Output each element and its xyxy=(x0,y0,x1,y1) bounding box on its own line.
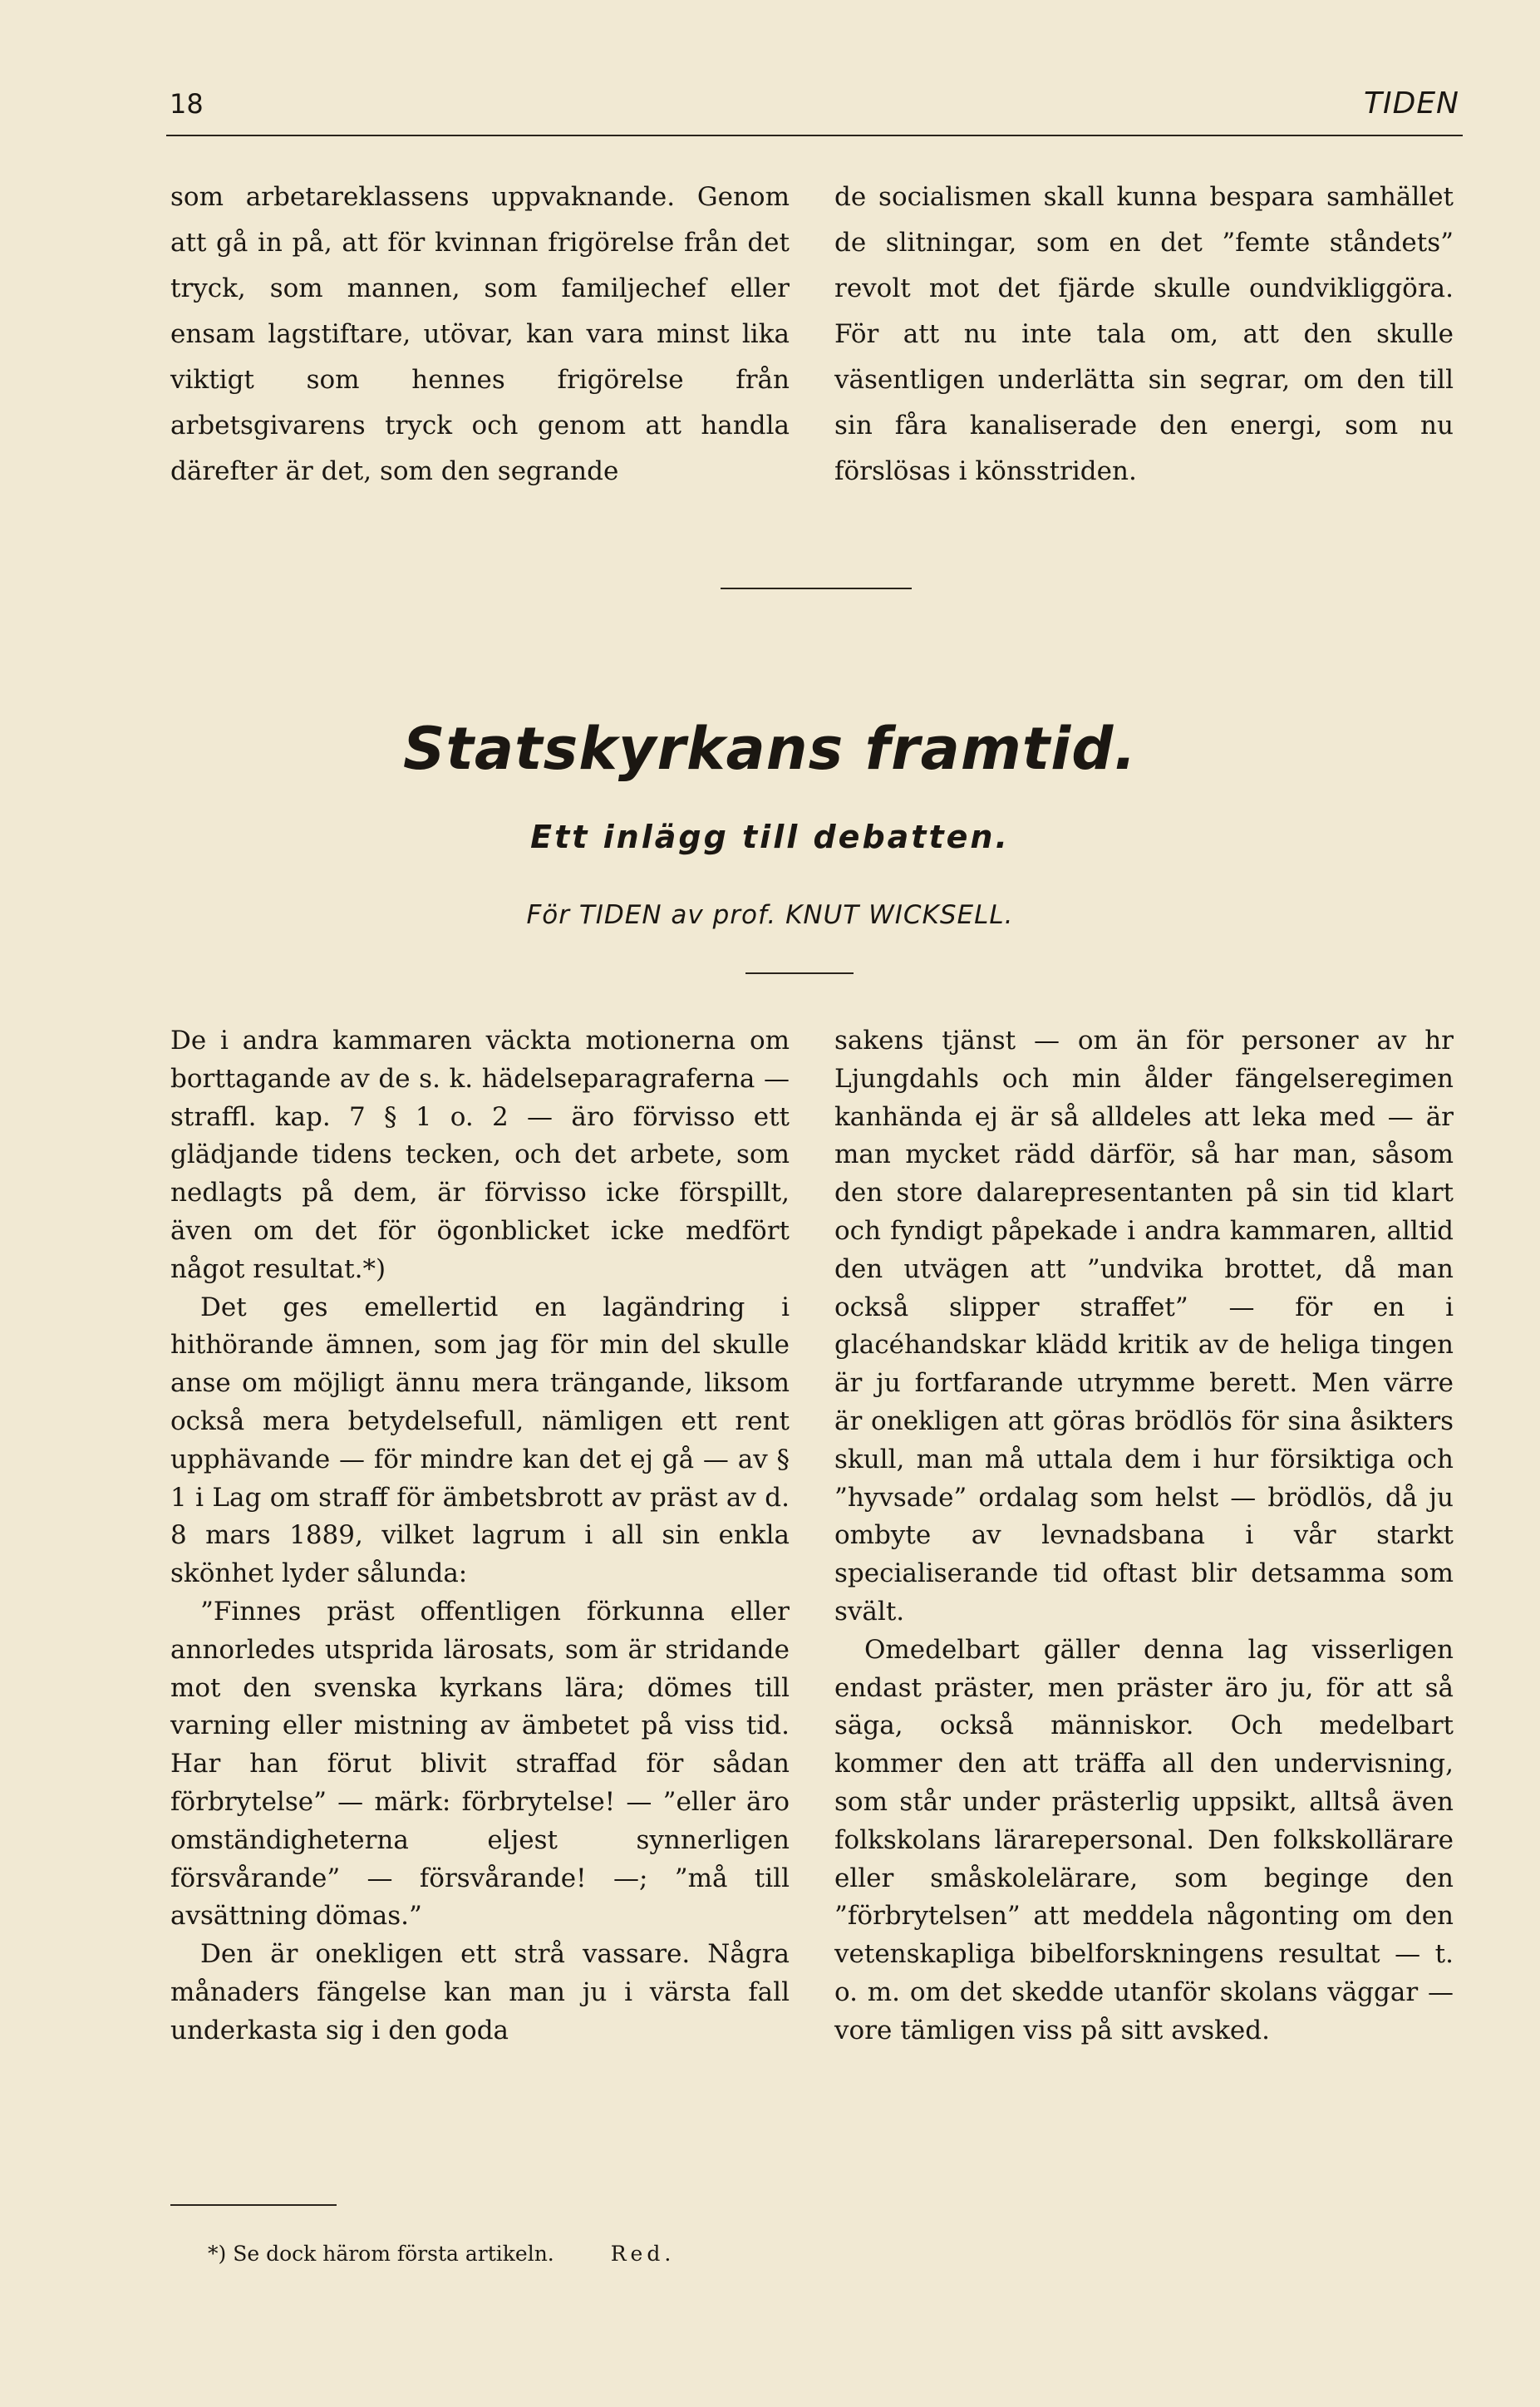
quotation-paragraph: ”Finnes präst offentligen förkunna eller annorledes utsprida lärosats, som är stridande mot den svenska kyrkans lära; dömes till varning eller mistning av ämbetet på viss tid. Har han förut blivit straffad för sådan förbrytelse” — märk: förbrytelse! — ”eller äro omständigheterna eljest synnerligen försvårande” — försvårande! —; ”må till avsättning dömas.” xyxy=(170,1596,790,1932)
top-right-column xyxy=(834,175,1454,495)
page-number: 18 xyxy=(170,88,204,120)
body-left-column xyxy=(170,1022,790,2050)
footnote-text: *) Se dock härom första artikeln. xyxy=(208,2242,554,2266)
article-title: Statskyrkans framtid. xyxy=(403,715,1137,783)
footnote-rule xyxy=(170,2204,337,2206)
paragraph: Omedelbart gäller denna lag visserligen endast präster, men präster äro ju, för att så säga, också människor. Och medelbart kommer den att träffa all den undervisning, som står under prästerlig uppsikt, alltså även folkskolans lärarepersonal. Den folkskollärare eller småskolelärare, som beginge den ”förbrytelsen” att meddela någonting om den vetenskapliga bibelforskningens resultat — t. o. m. om det skedde utanför skolans väggar — vore tämligen viss på sitt avsked. xyxy=(834,1634,1454,2045)
byline-divider xyxy=(745,972,854,974)
paragraph: De i andra kammaren väckta motionerna om borttagande av de s. k. hädelseparagraferna — straffl. kap. 7 § 1 o. 2 — äro förvisso ett glädjande tidens tecken, och det arbete, som nedlagts på dem, är förvisso icke förspillt, även om det för ögonblicket icke medfört något resultat.*) xyxy=(170,1026,790,1284)
paragraph: Den är onekligen ett strå vassare. Några månaders fängelse kan man ju i värsta fall underkasta sig i den goda xyxy=(170,1939,790,2045)
footnote-signature: Red. xyxy=(610,2242,676,2266)
paragraph: Det ges emellertid en lagändring i hithörande ämnen, som jag för min del skulle anse om möjligt ännu mera trängande, liksom också mera betydelsefull, nämligen ett rent upphävande — för mindre kan det ej gå — av § 1 i Lag om straff för ämbetsbrott av präst av d. 8 mars 1889, vilket lagrum i all sin enkla skönhet lyder sålunda: xyxy=(170,1292,790,1589)
section-divider xyxy=(721,588,912,589)
journal-name: TIDEN xyxy=(1363,86,1459,121)
article-subtitle: Ett inlägg till debatten. xyxy=(530,819,1010,855)
top-left-text: som arbetareklassens uppvaknande. Genom att gå in på, att för kvinnan frigörelse från det tryck, som mannen, som familjechef eller ensam lagstiftare, utövar, kan vara minst lika viktigt som hennes frigörelse från arbetsgivarens tryck och genom att handla därefter är det, som den segrande xyxy=(170,182,790,486)
body-right-column xyxy=(834,1022,1454,2050)
top-left-column xyxy=(170,175,790,495)
footnote xyxy=(208,2241,790,2267)
paragraph: sakens tjänst — om än för personer av hr Ljungdahls och min ålder fängelseregimen kanhända ej är så alldeles att leka med — är man mycket rädd därför, så har man, såsom den store dalarepresentanten på sin tid klart och fyndigt påpekade i andra kammaren, alltid den utvägen att ”undvika brottet, då man också slipper straffet” — för en i glacéhandskar klädd kritik av de heliga tingen är ju fortfarande utrymme berett. Men värre är onekligen att göras brödlös för sina åsikters skull, man må uttala dem i hur försiktiga och ”hyvsade” ordalag som helst — brödlös, då ju ombyte av levnadsbana i vår starkt specialiserande tid oftast blir detsamma som svält. xyxy=(834,1026,1454,1627)
top-right-text: de socialismen skall kunna bespara samhället de slitningar, som en det ”femte ståndets” revolt mot det fjärde skulle oundvikliggöra. För att nu inte tala om, att den skulle väsentligen underlätta sin segrar, om den till sin fåra kanaliserade den energi, som nu förslösas i könsstriden. xyxy=(834,182,1454,486)
running-header xyxy=(166,85,1463,136)
article-byline: För TIDEN av prof. KNUT WICKSELL. xyxy=(526,900,1014,930)
